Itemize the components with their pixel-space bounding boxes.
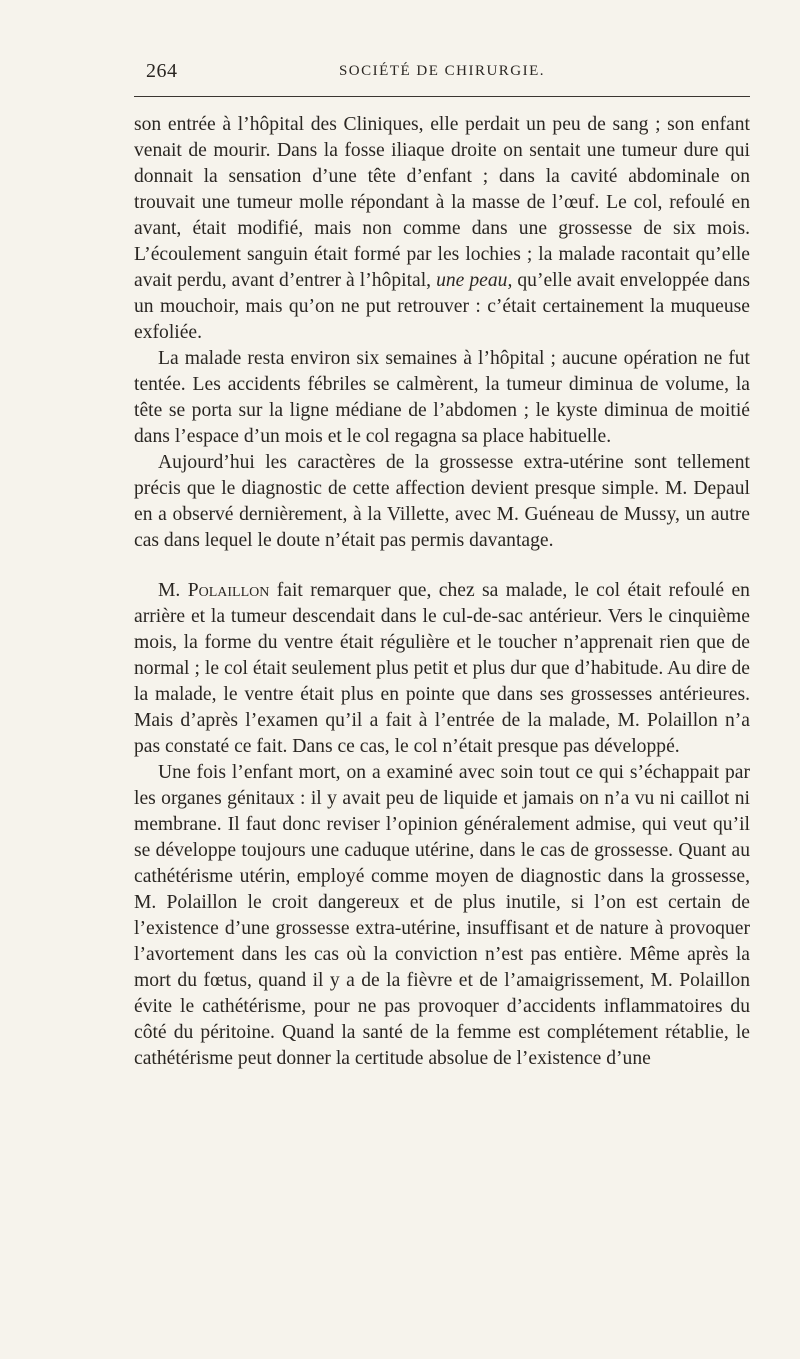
paragraph-5: Une fois l’enfant mort, on a examiné avec soin tout ce qui s’échappait par les organes génitaux : il y avait peu de liquide et jamais on n’a vu ni caillot ni membrane. Il faut donc reviser l’opinion généralement admise, qui veut qu’il se développe toujours une caduque utérine, dans le cas de grossesse. Quant au cathétérisme utérin, employé comme moyen de diagnostic dans la grossesse, M. Polaillon le croit dangereux et de plus inutile, si l’on est certain de l’existence d’une grossesse extra-utérine, insuffisant et de nature à provoquer l’avortement dans les cas où la conviction n’est pas entière. Même après la mort du fœtus, quand il y a de la fièvre et de l’amaigrissement, M. Polaillon évite le cathétérisme, pour ne pas provoquer d’accidents inflammatoires du côté du péritoine. Quand la santé de la femme est complétement rétablie, le cathétérisme peut donner la certitude absolue de l’existence d’une (134, 762, 750, 1069)
speaker-name: Polaillon (187, 580, 270, 601)
page-header (134, 58, 750, 88)
paragraph-1-text-after: qu’elle avait enveloppée dans un mouchoir, mais qu’on ne put retrouver : c’était certainement la muqueuse exfoliée. (134, 270, 750, 343)
speaker-prefix: M. (158, 580, 188, 601)
paragraph-1 (134, 112, 750, 346)
page-number: 264 (146, 60, 178, 82)
paragraph-4 (134, 578, 750, 760)
paragraph-3: Aujourd’hui les caractères de la grossesse extra-utérine sont tellement précis que le diagnostic de cette affection devient presque simple. M. Depaul en a observé dernièrement, à la Villette, avec M. Guéneau de Mussy, un autre cas dans lequel le doute n’était pas permis davantage. (134, 452, 750, 551)
paragraph-1-text: son entrée à l’hôpital des Cliniques, elle perdait un peu de sang ; son enfant venait de mourir. Dans la fosse iliaque droite on sentait une tumeur dure qui donnait la sensation d’une tête d’enfant ; dans la cavité abdominale on trouvait une tumeur molle répondant à la masse de l’œuf. Le col, refoulé en avant, était modifié, mais non comme dans une grossesse de six mois. L’écoulement sanguin était formé par les lochies ; la malade racontait qu’elle avait perdu, avant d’entrer à l’hôpital, (134, 114, 750, 291)
header-rule (134, 96, 750, 97)
paragraph-1-italic: une peau, (436, 270, 513, 291)
paragraph-4-text: fait remarquer que, chez sa malade, le col était refoulé en arrière et la tumeur descendait dans le cul-de-sac antérieur. Vers le cinquième mois, la forme du ventre était régulière et le toucher n’apprenait rien que de normal ; le col était seulement plus petit et plus dur que d’habitude. Au dire de la malade, le ventre était plus en pointe que dans ses grossesses antérieures. Mais d’après l’examen qu’il a fait à l’entrée de la malade, M. Polaillon n’a pas constaté ce fait. Dans ce cas, le col n’était presque pas développé. (134, 580, 750, 757)
running-head: SOCIÉTÉ DE CHIRURGIE. (338, 63, 546, 79)
body-text (134, 112, 750, 1072)
paragraph-2: La malade resta environ six semaines à l’hôpital ; aucune opération ne fut tentée. Les accidents fébriles se calmèrent, la tumeur diminua de volume, la tête se porta sur la ligne médiane de l’abdomen ; le kyste diminua de moitié dans l’espace d’un mois et le col regagna sa place habituelle. (134, 348, 750, 447)
